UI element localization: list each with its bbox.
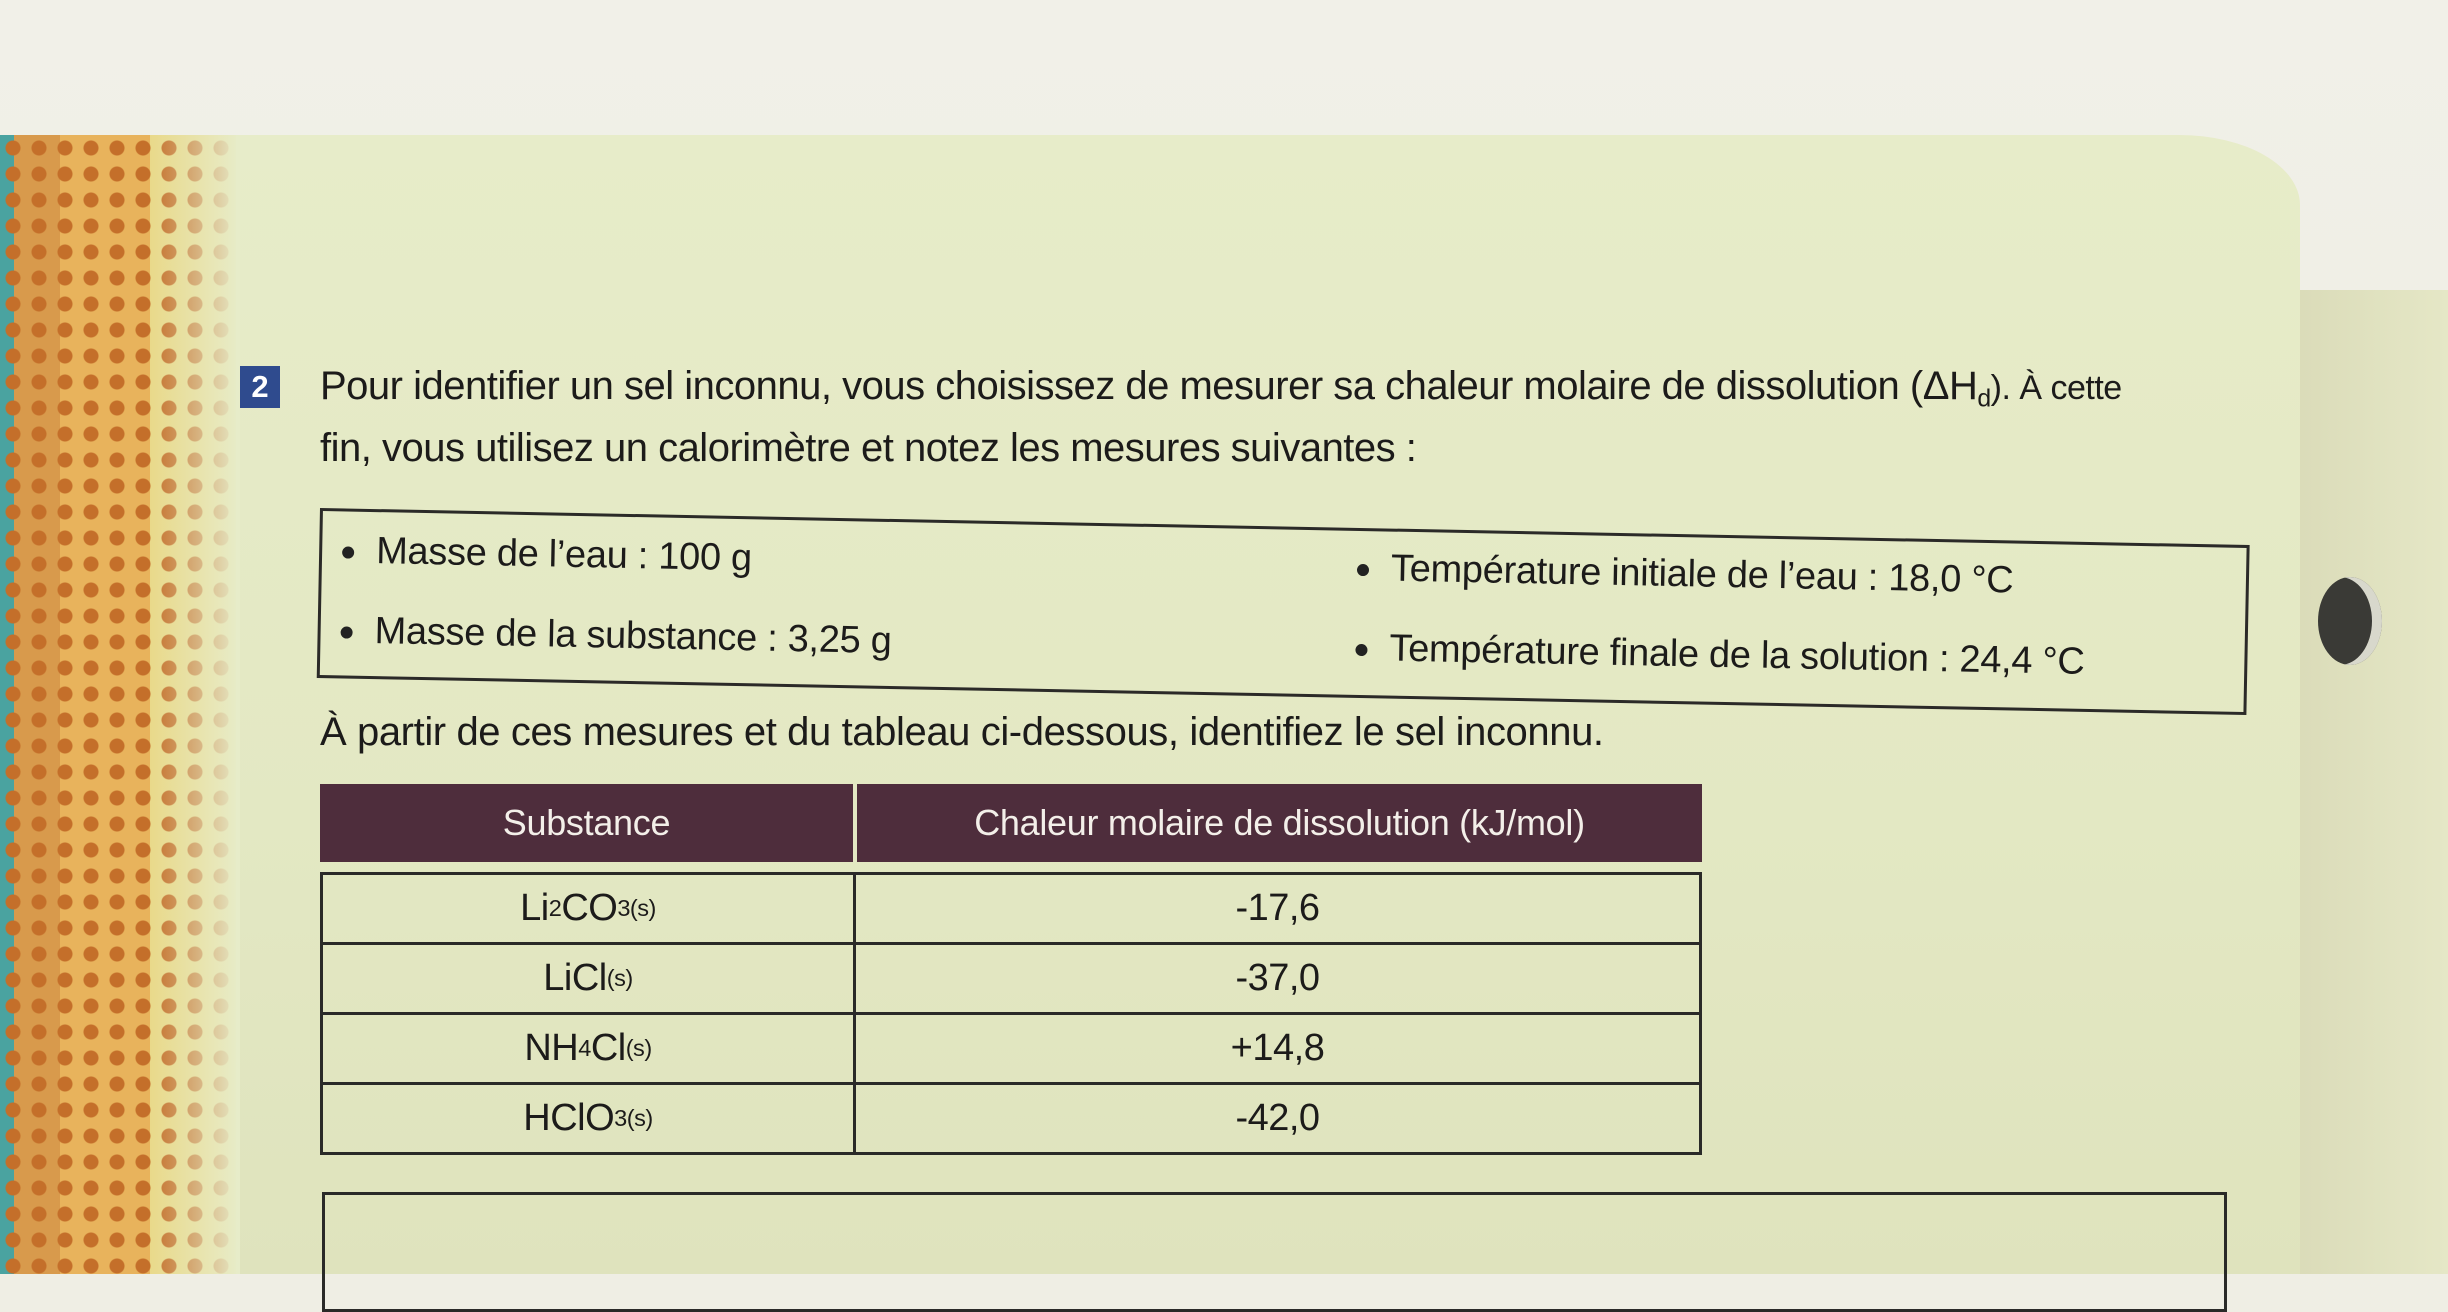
formula-subscript: 2 xyxy=(548,895,562,921)
prompt-line-1 xyxy=(320,364,2122,413)
table-row xyxy=(323,1012,1699,1082)
binder-hole xyxy=(2318,577,2382,665)
cell-value: -37,0 xyxy=(1235,957,1320,999)
formula-subscript: 3(s) xyxy=(614,1105,653,1131)
formula-part: Cl xyxy=(590,1027,626,1069)
cell-value: -42,0 xyxy=(1235,1097,1320,1139)
measurement-item xyxy=(340,609,892,663)
measurement-text: Température finale de la solution : 24,4 °C xyxy=(1389,627,2085,683)
bullet-icon xyxy=(1357,564,1369,576)
measurement-item xyxy=(1355,627,2085,684)
prompt-text-b: ). À cette xyxy=(1990,369,2122,407)
answer-box[interactable] xyxy=(322,1192,2227,1312)
margin-strip-fade xyxy=(150,135,240,1274)
cell-value: +14,8 xyxy=(1230,1027,1325,1069)
measurement-item xyxy=(1357,547,2014,603)
cell-formula xyxy=(323,1015,856,1082)
bullet-icon xyxy=(342,546,354,558)
cell-formula xyxy=(323,945,856,1012)
table-header xyxy=(320,784,1702,862)
prompt-line-2: fin, vous utilisez un calorimètre et notez les mesures suivantes : xyxy=(320,426,1417,470)
formula-part: Li xyxy=(520,887,549,929)
formula-subscript: (s) xyxy=(606,965,633,991)
bullet-icon xyxy=(341,626,353,638)
dissolution-table xyxy=(320,784,1702,1155)
cell-formula xyxy=(323,875,856,942)
measurement-text: Température initiale de l’eau : 18,0 °C xyxy=(1390,547,2014,602)
header-substance: Substance xyxy=(320,784,857,862)
table-row xyxy=(323,875,1699,942)
exercise-number-badge: 2 xyxy=(240,366,280,408)
formula-subscript: (s) xyxy=(625,1035,652,1061)
table-row xyxy=(323,942,1699,1012)
cell-value: -17,6 xyxy=(1235,887,1320,929)
measurement-item xyxy=(342,529,753,580)
measurement-text: Masse de l’eau : 100 g xyxy=(375,530,753,580)
next-page-edge xyxy=(2290,290,2448,1274)
measurement-text: Masse de la substance : 3,25 g xyxy=(374,610,892,662)
formula-part: CO xyxy=(561,887,618,929)
table-body xyxy=(320,872,1702,1155)
formula-subscript: 4 xyxy=(578,1035,591,1061)
formula-part: HClO xyxy=(523,1097,615,1139)
prompt-text-a: Pour identifier un sel inconnu, vous choisissez de mesurer sa chaleur molaire de dissolution (ΔH xyxy=(320,364,1978,408)
formula-part: LiCl xyxy=(543,957,607,999)
formula-part: NH xyxy=(524,1027,579,1069)
cell-formula xyxy=(323,1085,856,1152)
prompt-subscript: d xyxy=(1977,385,1991,413)
instruction-text: À partir de ces mesures et du tableau ci-dessous, identifiez le sel inconnu. xyxy=(320,710,1604,754)
bullet-icon xyxy=(1355,644,1367,656)
header-heat: Chaleur molaire de dissolution (kJ/mol) xyxy=(974,802,1585,843)
formula-subscript: 3(s) xyxy=(617,895,656,921)
table-row xyxy=(323,1082,1699,1152)
